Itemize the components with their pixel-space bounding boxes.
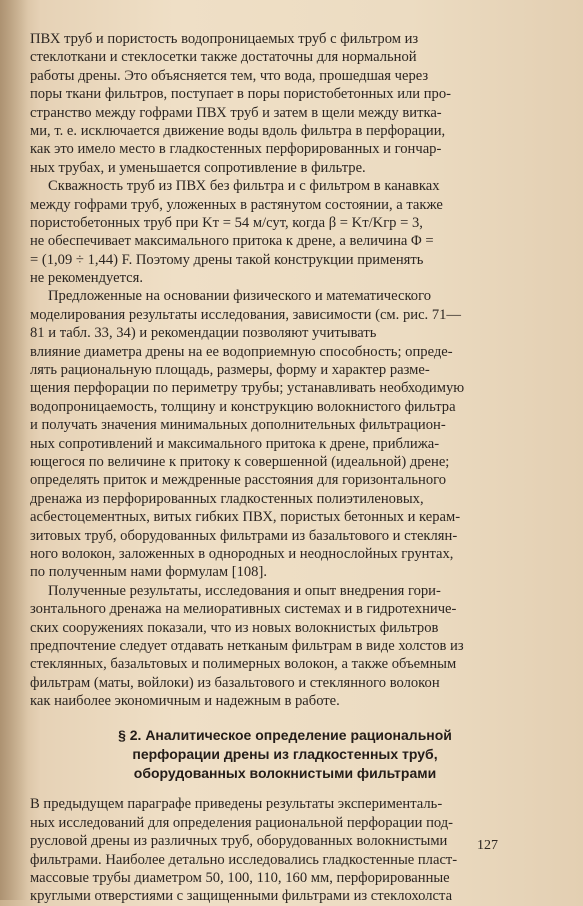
paragraph bbox=[30, 177, 540, 287]
text-line: странство между гофрами ПВХ труб и затем в щели между витка- bbox=[30, 104, 442, 121]
text-line: и получать значения минимальных дополнительных фильтрацион- bbox=[30, 417, 446, 434]
text-line: как наиболее экономичным и надежным в работе. bbox=[30, 693, 340, 710]
text-line: щения перфорации по периметру трубы; устанавливать необходимую bbox=[30, 380, 465, 397]
text-line: дренажа из перфорированных гладкостенных полиэтиленовых, bbox=[30, 490, 424, 507]
final-paragraph bbox=[30, 795, 540, 905]
text-line: пористобетонных труб при Kт = 54 м/сут, когда β = Kт/Kгр = 3, bbox=[30, 214, 423, 231]
text-line: не рекомендуется. bbox=[30, 270, 144, 287]
heading-line: перфорации дрены из гладкостенных труб, bbox=[132, 746, 438, 763]
text-line: ющегося по величине к притоку к совершенной (идеальной) дрене; bbox=[30, 453, 450, 470]
text-line: как это имело место в гладкостенных перфорированных и гончар- bbox=[30, 141, 442, 158]
text-line: фильтрами. Наиболее детально исследовались гладкостенные пласт- bbox=[30, 851, 458, 868]
text-line: ПВХ труб и пористость водопроницаемых труб с фильтром из bbox=[30, 31, 419, 47]
page-gutter-shadow bbox=[0, 0, 28, 900]
section-heading bbox=[30, 726, 540, 783]
body-paragraphs bbox=[30, 30, 540, 710]
text-line: зонтального дренажа на мелиоративных системах и в гидротехниче- bbox=[30, 601, 457, 618]
text-line: стеклянных, базальтовых и полимерных волокон, а также объемным bbox=[30, 656, 457, 673]
text-line: не обеспечивает максимального притока к дрене, а величина Φ = bbox=[30, 233, 434, 250]
text-line: ми, т. е. исключается движение воды вдоль фильтра в перфорации, bbox=[30, 122, 446, 139]
text-line: фильтрам (маты, войлоки) из базальтового и стеклянного волокон bbox=[30, 674, 440, 691]
paragraph bbox=[30, 30, 540, 177]
text-line: ских сооружениях показали, что из новых волокнистых фильтров bbox=[30, 619, 439, 636]
text-line: Полученные результаты, исследования и опыт внедрения гори- bbox=[48, 582, 441, 599]
page-number: 127 bbox=[477, 838, 498, 853]
text-line: поры ткани фильтров, поступает в поры пористобетонных или про- bbox=[30, 86, 452, 103]
text-line: предпочтение следует отдавать нетканым фильтрам в виде холстов из bbox=[30, 637, 464, 654]
paragraph bbox=[30, 582, 540, 711]
heading-line: § 2. Аналитическое определение рациональной bbox=[118, 727, 452, 744]
text-line: зитовых труб, оборудованных фильтрами из базальтового и стеклян- bbox=[30, 527, 458, 544]
text-line: круглыми отверстиями с защищенными фильтрами из стеклохолста bbox=[30, 888, 453, 905]
text-line: = (1,09 ÷ 1,44) F. Поэтому дрены такой конструкции применять bbox=[30, 251, 424, 268]
text-line: ного волокон, заложенных в однородных и неоднослойных грунтах, bbox=[30, 545, 454, 562]
text-line: В предыдущем параграфе приведены результаты эксперименталь- bbox=[30, 796, 443, 813]
text-line: между гофрами труб, уложенных в растянутом состоянии, а также bbox=[30, 196, 443, 213]
text-line: Предложенные на основании физического и математического bbox=[48, 288, 432, 305]
text-line: по полученным нами формулам [108]. bbox=[30, 564, 267, 581]
text-line: ных трубах, и уменьшается сопротивление в фильтре. bbox=[30, 159, 366, 176]
text-line: работы дрены. Это объясняется тем, что вода, прошедшая через bbox=[30, 67, 429, 84]
text-line: массовые трубы диаметром 50, 100, 110, 160 мм, перфорированные bbox=[30, 870, 450, 887]
text-line: стеклоткани и стеклосетки также достаточны для нормальной bbox=[30, 49, 417, 66]
heading-line: оборудованных волокнистыми фильтрами bbox=[133, 765, 437, 782]
paragraph bbox=[30, 287, 540, 581]
text-block bbox=[30, 30, 540, 906]
text-line: ных исследований для определения рациональной перфорации под- bbox=[30, 814, 454, 831]
text-line: ных сопротивлений и максимального притока к дрене, приближа- bbox=[30, 435, 440, 452]
text-line: 81 и табл. 33, 34) и рекомендации позволяют учитывать bbox=[30, 325, 377, 342]
text-line: моделирования результаты исследования, зависимости (см. рис. 71— bbox=[30, 306, 462, 323]
text-line: водопроницаемость, толщину и конструкцию волокнистого фильтра bbox=[30, 398, 456, 415]
text-line: лять рациональную площадь, размеры, форму и характер разме- bbox=[30, 362, 430, 379]
text-line: асбестоцементных, витых гибких ПВХ, пористых бетонных и керам- bbox=[30, 509, 461, 526]
text-line: Скважность труб из ПВХ без фильтра и с фильтром в канавках bbox=[48, 178, 440, 195]
text-line: определять приток и междренные расстояния для горизонтального bbox=[30, 472, 447, 489]
text-line: влияние диаметра дрены на ее водоприемную способность; опреде- bbox=[30, 343, 453, 360]
text-line: русловой дрены из различных труб, оборудованных волокнистыми bbox=[30, 833, 448, 850]
